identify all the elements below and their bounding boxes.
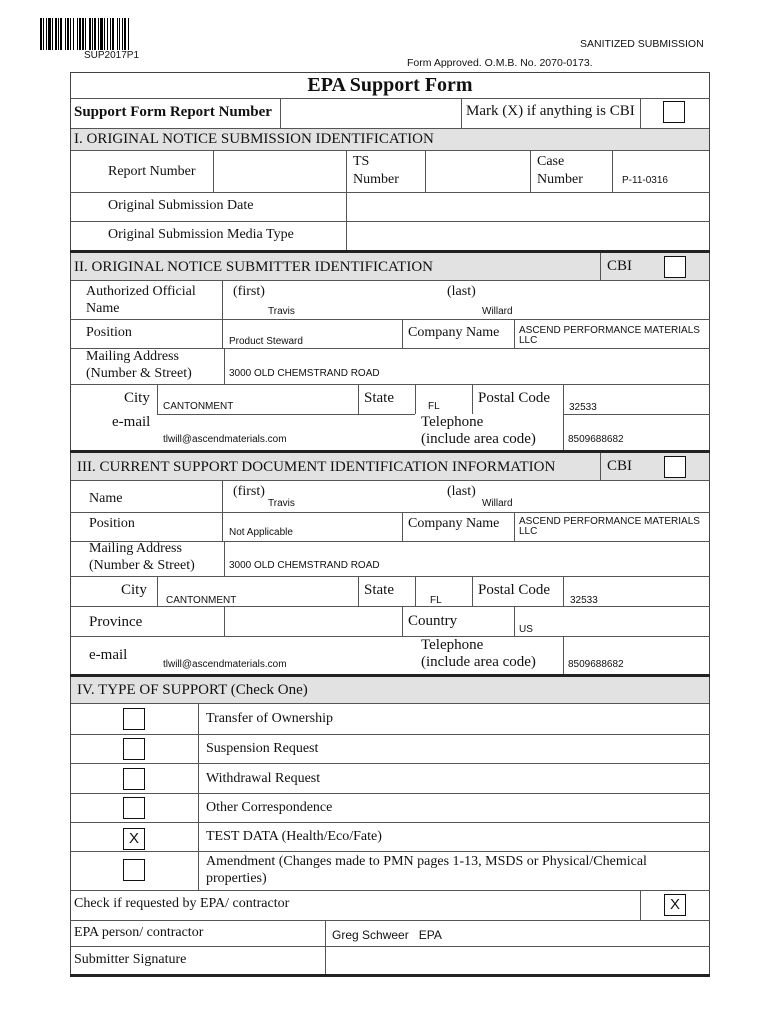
company-label: Company Name: [408, 516, 500, 531]
divider: [640, 890, 641, 920]
transfer-ownership-label: Transfer of Ownership: [206, 711, 334, 726]
city-value[interactable]: CANTONMENT: [163, 401, 234, 412]
barcode: [40, 18, 185, 50]
divider: [600, 253, 601, 281]
divider: [198, 704, 199, 890]
orig-date-label: Original Submission Date: [108, 198, 254, 213]
orig-media-field[interactable]: [346, 221, 710, 250]
orig-date-field[interactable]: [346, 192, 710, 221]
auth-official-label-1: Authorized Official: [86, 284, 196, 299]
barcode-bar: [40, 18, 42, 50]
telephone-value[interactable]: 8509688682: [568, 434, 624, 445]
state-label: State: [364, 390, 394, 406]
barcode-bar: [124, 18, 126, 50]
barcode-bar: [104, 18, 105, 50]
barcode-bar: [46, 18, 47, 50]
postal-label: Postal Code: [478, 582, 551, 598]
section-2-heading: II. ORIGINAL NOTICE SUBMITTER IDENTIFICATION: [74, 259, 433, 275]
divider: [563, 414, 564, 450]
barcode-bar: [79, 18, 81, 50]
amendment-label: Amendment (Changes made to PMN pages 1-13, MSDS or Physical/Chemical: [206, 854, 647, 869]
divider: [640, 98, 641, 128]
other-correspondence-label: Other Correspondence: [206, 800, 333, 815]
divider: [222, 512, 223, 541]
amendment-label-2: properties): [206, 871, 267, 886]
first-label: (first): [233, 284, 265, 299]
state-label: State: [364, 582, 394, 598]
divider: [461, 98, 462, 128]
country-value[interactable]: US: [519, 624, 533, 635]
divider: [70, 319, 710, 320]
divider: [612, 151, 613, 192]
mailing-label-1: Mailing Address: [86, 349, 179, 364]
mailing-value[interactable]: 3000 OLD CHEMSTRAND ROAD: [229, 368, 380, 379]
divider: [222, 319, 223, 348]
city-value[interactable]: CANTONMENT: [166, 595, 237, 606]
divider: [325, 920, 326, 946]
name-label: Name: [89, 491, 123, 506]
postal-value[interactable]: 32533: [569, 402, 597, 413]
section-3-heading: III. CURRENT SUPPORT DOCUMENT IDENTIFICATION INFORMATION: [77, 459, 556, 475]
divider: [514, 319, 515, 348]
suspension-request-label: Suspension Request: [206, 741, 319, 756]
barcode-bar: [73, 18, 74, 50]
signature-label: Submitter Signature: [74, 952, 187, 967]
divider: [222, 481, 223, 512]
signature-field[interactable]: [326, 947, 709, 974]
position-label: Position: [86, 325, 132, 340]
mailing-label-1: Mailing Address: [89, 541, 182, 556]
state-value[interactable]: FL: [430, 595, 442, 606]
divider: [358, 384, 359, 414]
company-value-1[interactable]: ASCEND PERFORMANCE MATERIALS: [519, 516, 700, 527]
epa-person-value[interactable]: Greg Schweer EPA: [332, 928, 442, 942]
barcode-bar: [58, 18, 59, 50]
barcode-bar: [98, 18, 99, 50]
ts-label-1: TS: [353, 154, 370, 169]
state-value[interactable]: FL: [428, 401, 440, 412]
section-2-cbi-checkbox[interactable]: [664, 256, 686, 278]
divider: [600, 453, 601, 481]
other-correspondence-checkbox[interactable]: [123, 797, 145, 819]
divider: [70, 974, 710, 977]
divider: [224, 541, 225, 576]
support-report-label: Support Form Report Number: [74, 104, 272, 120]
epa-request-label: Check if requested by EPA/ contractor: [74, 896, 290, 911]
divider: [514, 512, 515, 541]
cbi-checkbox[interactable]: [663, 101, 685, 123]
telephone-label-2: (include area code): [421, 431, 536, 447]
report-number-field[interactable]: [213, 151, 347, 192]
divider: [70, 920, 710, 921]
divider: [563, 636, 564, 674]
divider: [70, 384, 710, 385]
divider: [402, 512, 403, 541]
company-value-1[interactable]: ASCEND PERFORMANCE MATERIALS: [519, 325, 700, 336]
position-value[interactable]: Not Applicable: [229, 527, 293, 538]
barcode-bar: [100, 18, 103, 50]
divider: [563, 576, 564, 606]
divider: [157, 576, 158, 606]
last-label: (last): [447, 484, 476, 499]
postal-label: Postal Code: [478, 390, 551, 406]
divider: [70, 822, 710, 823]
first-name-value[interactable]: Travis: [268, 498, 295, 509]
divider: [415, 576, 416, 606]
barcode-bar: [89, 18, 91, 50]
barcode-bar: [60, 18, 62, 50]
barcode-bar: [107, 18, 108, 50]
barcode-bar: [77, 18, 78, 50]
barcode-bar: [82, 18, 84, 50]
transfer-ownership-checkbox[interactable]: [123, 708, 145, 730]
telephone-value[interactable]: 8509688682: [568, 659, 624, 670]
divider: [70, 734, 710, 735]
divider: [70, 576, 710, 577]
divider: [157, 414, 415, 415]
company-label: Company Name: [408, 325, 500, 340]
test-data-checkbox[interactable]: X: [123, 828, 145, 850]
last-label: (last): [447, 284, 476, 299]
barcode-bar: [112, 18, 114, 50]
company-value-2[interactable]: LLC: [519, 526, 538, 537]
divider: [157, 384, 158, 414]
orig-media-label: Original Submission Media Type: [108, 227, 294, 242]
divider: [70, 763, 710, 764]
position-label: Position: [89, 516, 135, 531]
report-number-label: Report Number: [108, 164, 196, 179]
barcode-label: SUP2017P1: [84, 50, 140, 61]
omb-label: Form Approved. O.M.B. No. 2070-0173.: [407, 57, 593, 69]
test-data-label: TEST DATA (Health/Eco/Fate): [206, 829, 382, 844]
divider: [70, 890, 710, 891]
barcode-bar: [67, 18, 69, 50]
divider: [70, 606, 710, 607]
province-label: Province: [89, 614, 143, 630]
first-label: (first): [233, 484, 265, 499]
section-3-cbi-label: CBI: [607, 458, 633, 474]
email-value[interactable]: tlwill@ascendmaterials.com: [163, 659, 287, 670]
city-label: City: [124, 390, 150, 406]
withdrawal-request-label: Withdrawal Request: [206, 771, 321, 786]
city-label: City: [121, 582, 147, 598]
mailing-label-2: (Number & Street): [86, 366, 192, 381]
barcode-bar: [119, 18, 120, 50]
mailing-value[interactable]: 3000 OLD CHEMSTRAND ROAD: [229, 560, 380, 571]
email-label: e-mail: [112, 414, 151, 430]
barcode-bar: [128, 18, 129, 50]
barcode-bar: [110, 18, 111, 50]
case-label-1: Case: [537, 154, 565, 169]
sanitized-label: SANITIZED SUBMISSION: [580, 38, 704, 50]
divider: [472, 576, 473, 606]
divider: [70, 851, 710, 852]
cbi-mark-label: Mark (X) if anything is CBI: [466, 103, 635, 119]
divider: [358, 576, 359, 606]
telephone-label-1: Telephone: [421, 414, 484, 430]
case-label-2: Number: [537, 172, 583, 187]
divider: [563, 414, 710, 415]
country-label: Country: [408, 613, 458, 629]
telephone-label-2: (include area code): [421, 654, 536, 670]
section-2-cbi-label: CBI: [607, 258, 633, 274]
mailing-label-2: (Number & Street): [89, 558, 195, 573]
barcode-bar: [70, 18, 71, 50]
barcode-bar: [43, 18, 44, 50]
ts-number-field[interactable]: [425, 151, 531, 192]
divider: [514, 606, 515, 636]
case-number-value: P-11-0316: [622, 175, 668, 186]
barcode-bar: [85, 18, 86, 50]
barcode-bar: [122, 18, 123, 50]
divider: [222, 281, 223, 319]
barcode-bar: [92, 18, 93, 50]
suspension-request-checkbox[interactable]: [123, 738, 145, 760]
email-label: e-mail: [89, 647, 128, 663]
barcode-bar: [52, 18, 53, 50]
last-name-value[interactable]: Willard: [482, 306, 513, 317]
divider: [472, 384, 473, 414]
email-value[interactable]: tlwill@ascendmaterials.com: [163, 434, 287, 445]
divider: [224, 348, 225, 384]
barcode-bar: [48, 18, 51, 50]
section-3-cbi-checkbox[interactable]: [664, 456, 686, 478]
divider: [563, 384, 564, 414]
divider: [70, 98, 710, 99]
divider: [70, 793, 710, 794]
barcode-bar: [65, 18, 66, 50]
auth-official-label-2: Name: [86, 301, 120, 316]
last-name-value[interactable]: Willard: [482, 498, 513, 509]
telephone-label-1: Telephone: [421, 637, 484, 653]
barcode-bar: [55, 18, 57, 50]
barcode-bar: [94, 18, 96, 50]
ts-label-2: Number: [353, 172, 399, 187]
epa-person-label: EPA person/ contractor: [74, 925, 204, 940]
divider: [402, 319, 403, 348]
divider: [402, 606, 403, 636]
divider: [280, 98, 281, 128]
barcode-graphic: [40, 18, 185, 50]
section-1-heading: I. ORIGINAL NOTICE SUBMISSION IDENTIFICATION: [74, 131, 434, 147]
amendment-checkbox[interactable]: [123, 859, 145, 881]
position-value[interactable]: Product Steward: [229, 336, 303, 347]
section-4-heading: IV. TYPE OF SUPPORT (Check One): [77, 682, 308, 698]
divider: [415, 384, 416, 414]
divider: [224, 606, 225, 636]
form-title: EPA Support Form: [307, 74, 473, 96]
company-value-2[interactable]: LLC: [519, 335, 538, 346]
divider: [70, 512, 710, 513]
withdrawal-request-checkbox[interactable]: [123, 768, 145, 790]
barcode-bar: [117, 18, 118, 50]
postal-value[interactable]: 32533: [570, 595, 598, 606]
first-name-value[interactable]: Travis: [268, 306, 295, 317]
epa-request-checkbox[interactable]: X: [664, 894, 686, 916]
divider: [70, 636, 710, 637]
